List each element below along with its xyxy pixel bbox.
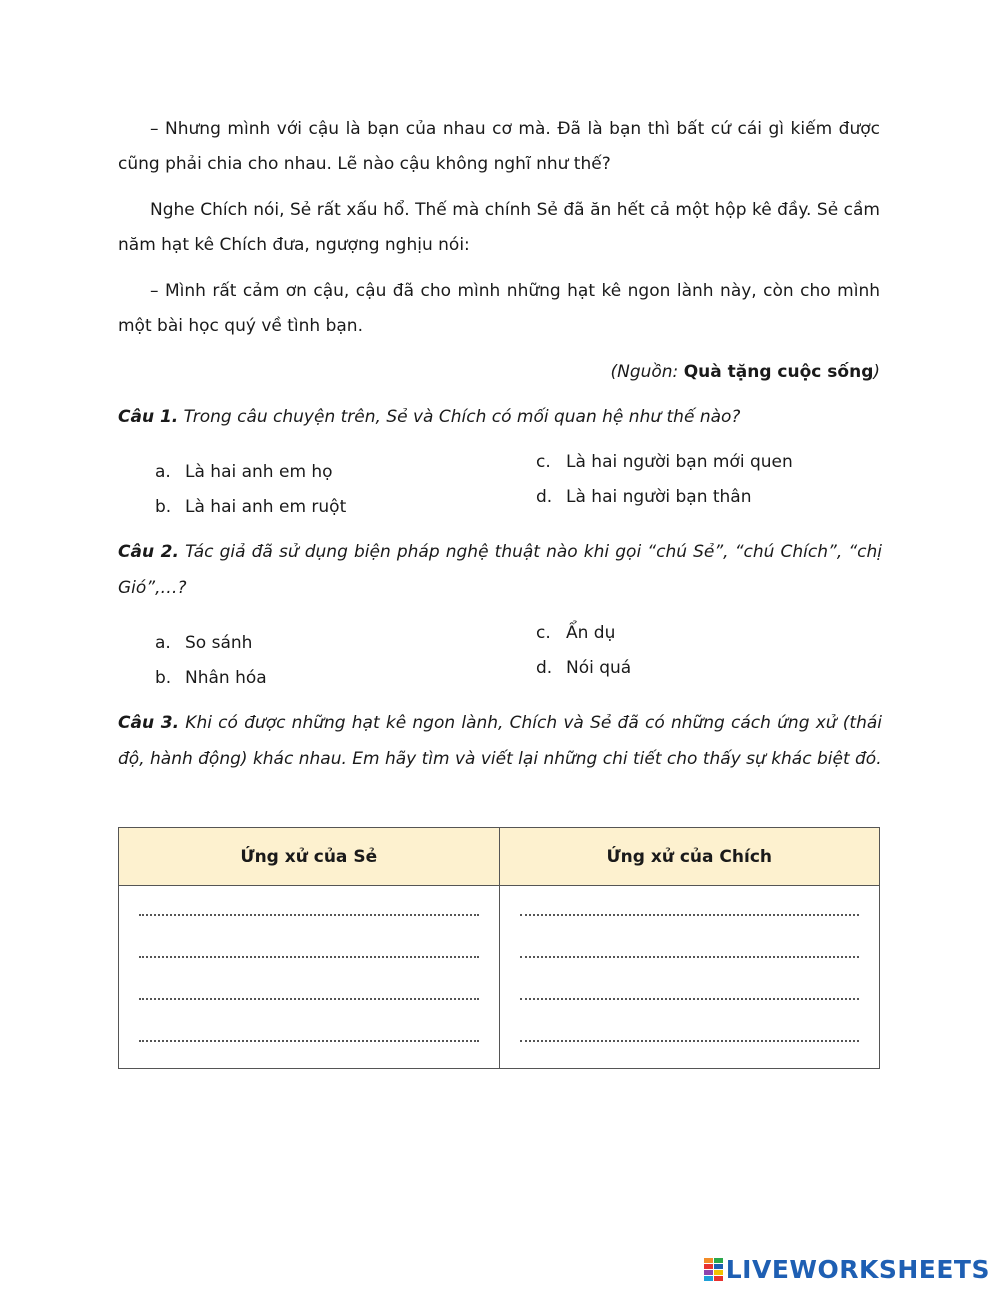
- q1-option-d[interactable]: d. Là hai người bạn thân: [536, 487, 752, 507]
- dotted-answer-line[interactable]: [139, 942, 479, 984]
- source-citation: (Nguồn: Quà tặng cuộc sống): [610, 362, 880, 382]
- dotted-answer-line[interactable]: [520, 900, 860, 942]
- liveworksheets-brand: [704, 1255, 990, 1284]
- question-1: Câu 1. Trong câu chuyện trên, Sẻ và Chích có mối quan hệ như thế nào?: [118, 407, 741, 427]
- question-3-label: Câu 3.: [118, 713, 180, 733]
- column-header-se: Ứng xử của Sẻ: [119, 828, 500, 886]
- column-header-chich: Ứng xử của Chích: [499, 828, 880, 886]
- answer-cell-chich[interactable]: [499, 886, 880, 1069]
- dotted-answer-line[interactable]: [520, 1026, 860, 1068]
- story-paragraph-3: – Mình rất cảm ơn cậu, cậu đã cho mình những hạt kê ngon lành này, còn cho mình một bài học quý về tình bạn.: [118, 281, 880, 336]
- dotted-answer-line[interactable]: [139, 984, 479, 1026]
- question-3: Câu 3. Khi có được những hạt kê ngon lành, Chích và Sẻ đã có những cách ứng xử (thái độ, hành động) khác nhau. Em hãy tìm và viết lại những chi tiết cho thấy sự khác biệt đó.: [118, 713, 882, 769]
- answer-cell-se[interactable]: [119, 886, 500, 1069]
- q2-option-d[interactable]: d. Nói quá: [536, 658, 632, 678]
- q2-option-b[interactable]: b. Nhân hóa: [155, 668, 267, 688]
- q2-option-a[interactable]: a. So sánh: [155, 633, 253, 653]
- q2-option-c[interactable]: c. Ẩn dụ: [536, 623, 616, 643]
- question-1-label: Câu 1.: [118, 407, 179, 427]
- liveworksheets-logo-icon: [704, 1257, 724, 1283]
- dotted-answer-line[interactable]: [139, 900, 479, 942]
- q1-option-a[interactable]: a. Là hai anh em họ: [155, 462, 333, 482]
- story-paragraph-2: Nghe Chích nói, Sẻ rất xấu hổ. Thế mà chính Sẻ đã ăn hết cả một hộp kê đầy. Sẻ cầm năm hạt kê Chích đưa, ngượng nghịu nói:: [118, 200, 880, 255]
- story-paragraph-1: – Nhưng mình với cậu là bạn của nhau cơ mà. Đã là bạn thì bất cứ cái gì kiếm được cũng phải chia cho nhau. Lẽ nào cậu không nghĩ như thế?: [118, 119, 880, 174]
- question-2: Câu 2. Tác giả đã sử dụng biện pháp nghệ thuật nào khi gọi “chú Sẻ”, “chú Chích”, “chị Gió”,…?: [118, 542, 882, 598]
- brand-name: LIVEWORKSHEETS: [725, 1255, 990, 1284]
- dotted-answer-line[interactable]: [139, 1026, 479, 1068]
- q1-option-b[interactable]: b. Là hai anh em ruột: [155, 497, 347, 517]
- dotted-answer-line[interactable]: [520, 984, 860, 1026]
- question-2-label: Câu 2.: [118, 542, 179, 562]
- q1-option-c[interactable]: c. Là hai người bạn mới quen: [536, 452, 793, 472]
- answer-table: [118, 827, 880, 1069]
- dotted-answer-line[interactable]: [520, 942, 860, 984]
- source-title: Quà tặng cuộc sống: [683, 362, 874, 382]
